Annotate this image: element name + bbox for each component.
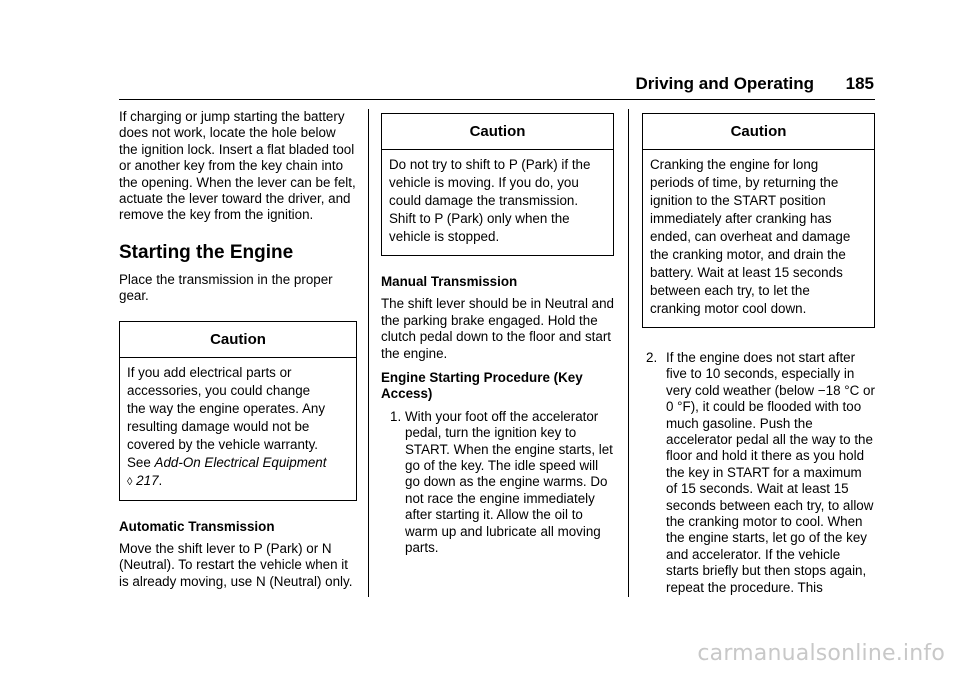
caution-line: periods of time, by returning the xyxy=(650,175,839,190)
column-3 xyxy=(642,109,875,596)
caution-line: Cranking the engine for long xyxy=(650,157,819,172)
automatic-transmission-paragraph: Move the shift lever to P (Park) or N (Neutral). To restart the vehicle when it is already moving, use N (Neutral) only. xyxy=(119,541,353,589)
caution-line: the way the engine operates. Any xyxy=(127,400,326,416)
caution-see-line xyxy=(127,455,350,471)
caution-ref-line xyxy=(127,473,350,490)
watermark: carmanualsonline.info xyxy=(697,641,945,666)
caution-line: resulting damage would not be xyxy=(127,418,310,434)
caution-line: cranking motor cool down. xyxy=(650,301,807,316)
section-heading: Starting the Engine xyxy=(119,241,294,263)
caution-line: could damage the transmission. xyxy=(389,193,579,208)
caution-line: vehicle is moving. If you do, you xyxy=(389,175,579,190)
step-number: 2. xyxy=(646,350,658,365)
column-divider-2 xyxy=(628,109,629,597)
caution-line: battery. Wait at least 15 seconds xyxy=(650,265,843,280)
caution-line: covered by the vehicle warranty. xyxy=(127,436,319,452)
list-item xyxy=(381,409,614,557)
header-title: Driving and Operating xyxy=(635,74,814,93)
list-item xyxy=(642,350,875,596)
caution-line: accessories, you could change xyxy=(127,382,311,398)
caution-body xyxy=(120,358,356,500)
manual-transmission-paragraph: The shift lever should be in Neutral and the parking brake engaged. Hold the clutch pedal down to the floor and start the engine. xyxy=(381,296,614,361)
caution-line: ended, can overheat and damage xyxy=(650,229,851,244)
column-1 xyxy=(119,109,357,596)
caution-title: Caution xyxy=(120,322,356,358)
section-intro: Place the transmission in the proper gear. xyxy=(119,271,333,304)
intro-paragraph: If charging or jump starting the battery does not work, locate the hole below the ignition lock. Insert a flat bladed tool or another key from the key chain into the opening. When the lever can be felt, actuate the lever toward the driver, and remove the key from the ignition. xyxy=(119,109,356,223)
procedure-steps xyxy=(381,409,614,557)
caution-line: vehicle is stopped. xyxy=(389,229,500,244)
caution-body xyxy=(643,150,874,327)
caution-box-cranking xyxy=(642,113,875,328)
caution-line: the cranking motor, and drain the xyxy=(650,247,846,262)
caution-title: Caution xyxy=(643,114,874,150)
caution-line: between each try, to let the xyxy=(650,283,810,298)
step-text: With your foot off the accelerator pedal, turn the ignition key to START. When the engine starts, let go of the key. The idle speed will go down as the engine warms. Do not race the engine immediately after starting it. Allow the oil to warm up and lubricate all moving parts. xyxy=(405,408,613,556)
page-header xyxy=(0,70,960,100)
column-divider-1 xyxy=(368,109,369,597)
caution-line: Do not try to shift to P (Park) if the xyxy=(389,157,591,172)
caution-line: If you add electrical parts or xyxy=(127,364,292,380)
caution-title: Caution xyxy=(382,114,613,150)
caution-line: ignition to the START position xyxy=(650,193,826,208)
caution-box-electrical xyxy=(119,321,357,501)
step-text: If the engine does not start after five to 10 seconds, especially in very cold weather (below −18 °C or 0 °F), it could be flooded with too much gasoline. Push the accelerator pedal all the way to the floor and hold it there as you hold the key in START for a maximum of 15 seconds. Wait at least 15 seconds between each try, to allow the cranking motor to cool. When the engine starts, let go of the key and accelerator. If the vehicle starts briefly but then stops again, repeat the procedure. This xyxy=(666,350,875,595)
caution-line: Shift to P (Park) only when the xyxy=(389,211,570,226)
automatic-transmission-heading: Automatic Transmission xyxy=(119,518,275,534)
caution-line: immediately after cranking has xyxy=(650,211,832,226)
cross-reference-link[interactable]: Add-On Electrical Equipment xyxy=(154,454,327,470)
page-number: 185 xyxy=(845,74,874,93)
caution-body xyxy=(382,150,613,255)
step-number: 1. xyxy=(390,408,402,424)
ref-suffix: . xyxy=(158,472,163,488)
see-prefix: See xyxy=(127,454,155,470)
procedure-steps-continued xyxy=(642,350,875,596)
caution-box-park xyxy=(381,113,614,256)
column-2 xyxy=(381,109,614,557)
manual-transmission-heading: Manual Transmission xyxy=(381,274,518,289)
procedure-heading: Engine Starting Procedure (Key Access) xyxy=(381,370,583,402)
header-rule xyxy=(119,99,875,100)
page-ref-number[interactable]: 217 xyxy=(136,472,159,488)
page-ref-icon: ◊ xyxy=(127,475,133,488)
